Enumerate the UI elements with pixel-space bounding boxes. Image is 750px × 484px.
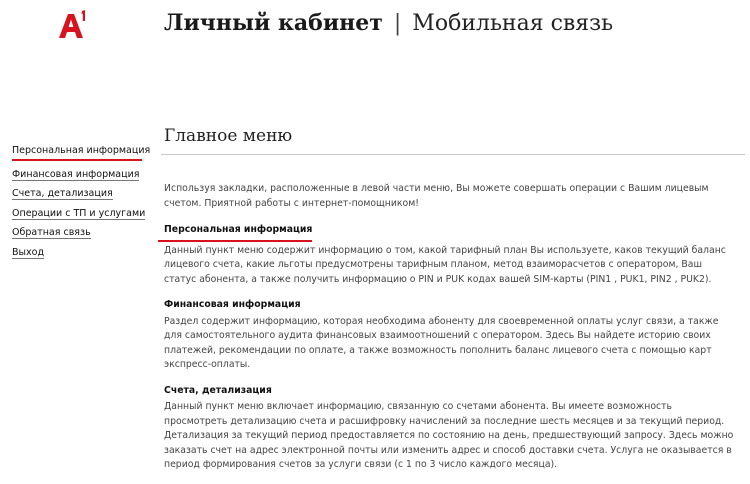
sidebar-item-feedback[interactable] — [12, 227, 152, 239]
section-title: Финансовая информация — [164, 299, 301, 310]
sidebar-item-label: Персональная информация — [12, 145, 151, 156]
header-title-sub: Мобильная связь — [412, 11, 614, 36]
sidebar-item-logout[interactable] — [12, 247, 152, 259]
section-text: Данный пункт меню включает информацию, связанную со счетами абонента. Вы имеете возможность просмотреть детализацию счета и расшифровку начислений за последние шесть месяцев и за текущий период. Детализация за текущий период предоставляется по состоянию на день, предшествующий запросу. Здесь можно заказать счет на адрес электронной почты или изменить адрес и способ доставки счета. Услуга не оказывается в период формирования счетов за услуги связи (с 1 по 3 число каждого месяца). — [164, 401, 734, 470]
sidebar-item-tariff-operations[interactable] — [12, 208, 152, 220]
sidebar-item-personal-info[interactable] — [12, 145, 151, 161]
a1-logo[interactable] — [55, 8, 89, 42]
title-divider — [161, 154, 745, 155]
sidebar-item-label: Финансовая информация — [12, 168, 140, 180]
sidebar-item-label: Операции с ТП и услугами — [12, 207, 146, 219]
header-title — [164, 10, 613, 36]
section-financial-info — [164, 298, 736, 373]
intro-text: Используя закладки, расположенные в левой части меню, Вы можете совершать операции с Вашим лицевым счетом. Приятной работы с интернет-помощником! — [164, 183, 709, 209]
page-title: Главное меню — [164, 126, 293, 146]
header-separator: | — [393, 11, 402, 36]
sidebar-item-label: Обратная связь — [12, 227, 91, 238]
sidebar-item-label: Выход — [12, 246, 45, 258]
sidebar-menu — [12, 138, 152, 266]
section-text: Раздел содержит информацию, которая необходима абоненту для своевременной оплаты услуг связи, а также для самостоятельного аудита финансовых взаимоотношений с оператором. Здесь Вы найдете историю своих платежей, рекомендации по оплате, а также возможность пополнить баланс лицевого счета с помощью карт экспресс-оплаты. — [164, 315, 719, 370]
sidebar-item-financial-info[interactable] — [12, 169, 152, 181]
sidebar-item-label: Счета, детализация — [12, 188, 113, 199]
section-title: Счета, детализация — [164, 384, 272, 396]
section-personal-info — [164, 223, 736, 287]
section-text: Данный пункт меню содержит информацию о том, какой тарифный план Вы используете, каков текущий баланс лицевого счета, какие льготы предусмотрены тарифным планом, метод взаиморасчетов с оператором, Ваш статус абонента, а также получить информацию о PIN и PUK кодах вашей SIM-карты (PIN1 , PUK1, PIN2 , PUK2). — [164, 244, 726, 285]
main-content — [164, 182, 736, 484]
a1-logo-icon — [55, 8, 89, 42]
header-title-main: Личный кабинет — [164, 10, 383, 36]
section-bills — [164, 384, 736, 473]
sidebar-item-bills[interactable] — [12, 188, 152, 200]
section-title: Персональная информация — [158, 223, 312, 242]
